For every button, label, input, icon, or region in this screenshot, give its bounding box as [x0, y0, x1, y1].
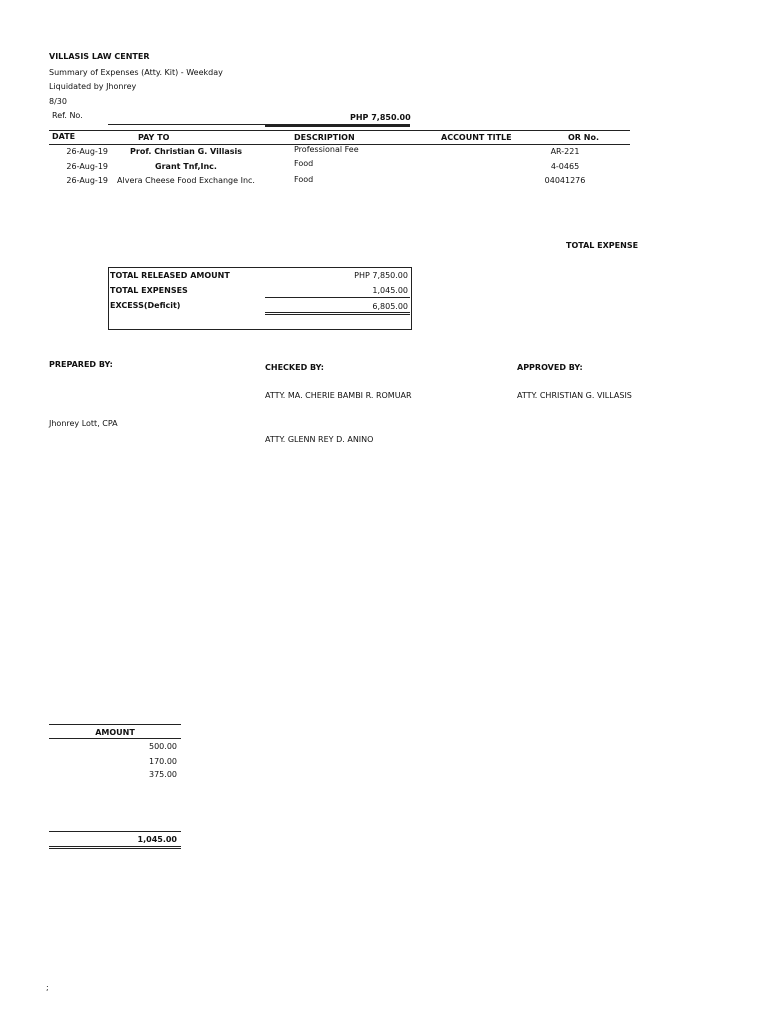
table-row-payto: Alvera Cheese Food Exchange Inc. [117, 176, 255, 185]
amount-table-top-rule [49, 724, 181, 725]
table-row-date: 26-Aug-19 [66, 147, 108, 156]
prepared-by-label: PREPARED BY: [49, 360, 113, 369]
table-row-or-no: AR-221 [550, 147, 580, 156]
expenses-rule [265, 297, 410, 298]
expenses-label: TOTAL EXPENSES [110, 286, 188, 295]
amount-header: AMOUNT [95, 728, 135, 737]
table-row-payto: Grant Tnf,Inc. [155, 162, 217, 171]
col-payto-header: PAY TO [138, 133, 170, 142]
col-or-no-header: OR No. [568, 133, 599, 142]
amount-total-rule [49, 831, 181, 832]
amount-value: 375.00 [149, 770, 177, 779]
approved-by-name: ATTY. CHRISTIAN G. VILLASIS [517, 391, 632, 400]
released-label: TOTAL RELEASED AMOUNT [110, 271, 230, 280]
excess-value: 6,805.00 [372, 302, 408, 311]
company-name: VILLASIS LAW CENTER [49, 52, 150, 61]
table-row-description: Professional Fee [294, 145, 359, 154]
amount-header-rule [49, 738, 181, 739]
table-row-date: 26-Aug-19 [66, 162, 108, 171]
checked-by-name-2: ATTY. GLENN REY D. ANINO [265, 435, 374, 444]
released-value: PHP 7,850.00 [354, 271, 408, 280]
amount-value: 500.00 [149, 742, 177, 751]
excess-double-rule-top [265, 312, 410, 313]
amount-total-double-rule-bottom [49, 848, 181, 849]
report-subtitle: Summary of Expenses (Atty. Kit) - Weekday [49, 68, 223, 77]
liquidated-by: Liquidated by Jhonrey [49, 82, 137, 91]
table-row-date: 26-Aug-19 [66, 176, 108, 185]
excess-double-rule-bottom [265, 314, 410, 315]
prepared-by-name: Jhonrey Lott, CPA [49, 419, 118, 428]
col-date-header: DATE [52, 132, 76, 141]
col-account-title-header: ACCOUNT TITLE [441, 133, 512, 142]
report-date: 8/30 [49, 97, 67, 106]
amount-total: 1,045.00 [137, 835, 177, 844]
checked-by-name-1: ATTY. MA. CHERIE BAMBI R. ROMUAR [265, 391, 412, 400]
table-row-payto: Prof. Christian G. Villasis [130, 147, 242, 156]
amount-total-double-rule-top [49, 846, 181, 847]
ref-no-label: Ref. No. [52, 111, 83, 120]
expenses-value: 1,045.00 [372, 286, 408, 295]
excess-label: EXCESS(Deficit) [110, 301, 181, 310]
released-amount-header: PHP 7,850.00 [350, 113, 411, 122]
amount-underline [265, 125, 410, 127]
table-row-or-no: 4-0465 [550, 162, 580, 171]
total-expense-label: TOTAL EXPENSE [566, 241, 639, 250]
table-row-description: Food [294, 175, 314, 184]
approved-by-label: APPROVED BY: [517, 363, 583, 372]
amount-value: 170.00 [149, 757, 177, 766]
footer-mark: ; [46, 983, 49, 992]
checked-by-label: CHECKED BY: [265, 363, 324, 372]
table-row-or-no: 04041276 [544, 176, 586, 185]
table-row-description: Food [294, 159, 314, 168]
table-top-rule [49, 130, 630, 131]
col-description-header: DESCRIPTION [294, 133, 355, 142]
